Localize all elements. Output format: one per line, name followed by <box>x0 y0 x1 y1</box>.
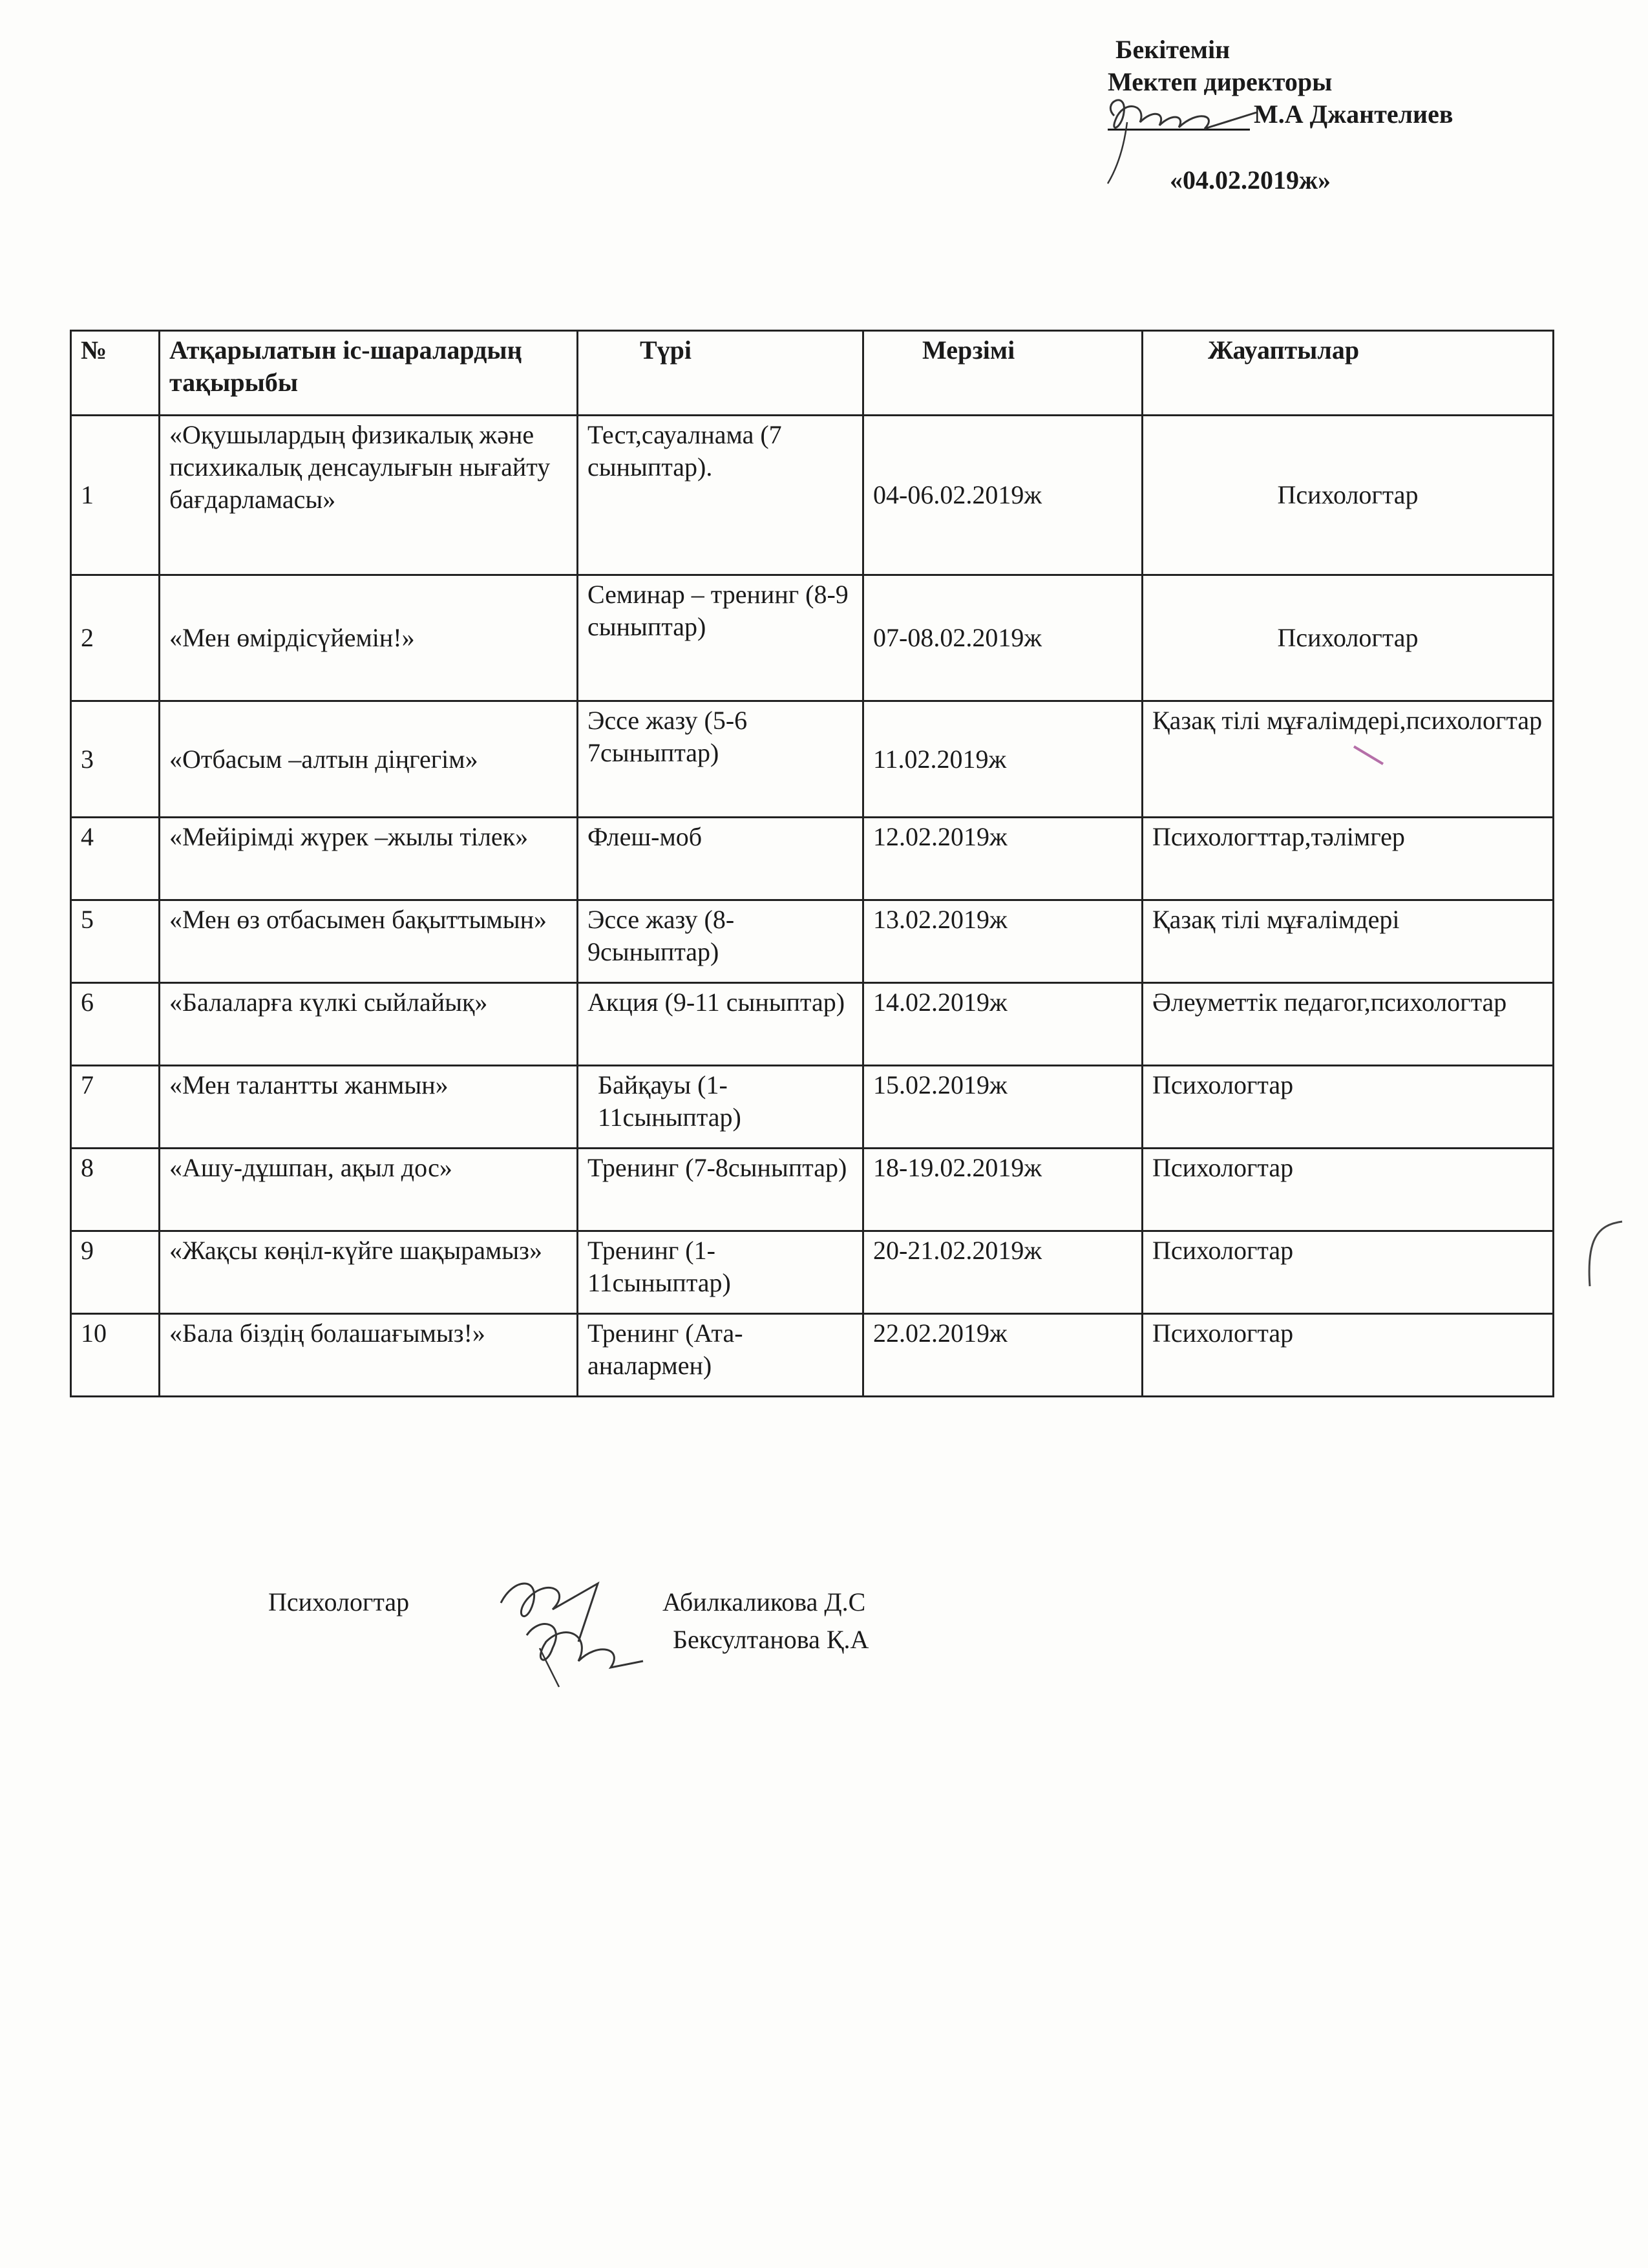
psychologists-signature-scribble <box>488 1564 662 1693</box>
row-topic: «Балаларға күлкі сыйлайық» <box>160 983 578 1066</box>
row-topic: «Оқушылардың физикалық және психикалық денсаулығын нығайту бағдарламасы» <box>160 416 578 575</box>
row-responsible: Психологтар <box>1143 1314 1554 1397</box>
events-table <box>70 330 1554 1397</box>
table-row <box>71 983 1554 1066</box>
director-name: М.А Джантелиев <box>1254 100 1453 129</box>
row-topic: «Бала біздің болашағымыз!» <box>160 1314 578 1397</box>
row-date: 11.02.2019ж <box>863 701 1143 818</box>
row-topic: «Жақсы көңіл-күйге шақырамыз» <box>160 1231 578 1314</box>
table-row <box>71 1231 1554 1314</box>
row-date: 15.02.2019ж <box>863 1066 1143 1149</box>
row-number: 1 <box>71 416 160 575</box>
row-topic: «Ашу-дұшпан, ақыл дос» <box>160 1149 578 1231</box>
table-row <box>71 1066 1554 1149</box>
row-responsible: Әлеуметтік педагог,психологтар <box>1143 983 1554 1066</box>
director-signature-scribble <box>1088 77 1282 187</box>
row-type: Акция (9-11 сыныптар) <box>578 983 863 1066</box>
row-number: 4 <box>71 818 160 900</box>
row-date: 12.02.2019ж <box>863 818 1143 900</box>
signatory-name-1: Абилкаликова Д.С <box>662 1587 866 1616</box>
row-number: 10 <box>71 1314 160 1397</box>
row-date: 20-21.02.2019ж <box>863 1231 1143 1314</box>
row-type: Флеш-моб <box>578 818 863 900</box>
signatory-name-2: Бексултанова Қ.А <box>673 1625 869 1654</box>
stray-ink-mark <box>1577 1215 1629 1293</box>
row-responsible: Психологттар,тәлімгер <box>1143 818 1554 900</box>
row-number: 8 <box>71 1149 160 1231</box>
table-header-row <box>71 331 1554 416</box>
row-date: 07-08.02.2019ж <box>863 575 1143 701</box>
table-row <box>71 818 1554 900</box>
table-row <box>71 701 1554 818</box>
row-responsible: Қазақ тілі мұғалімдері <box>1143 900 1554 983</box>
header-type: Түрі <box>578 331 863 416</box>
row-number: 2 <box>71 575 160 701</box>
row-date: 14.02.2019ж <box>863 983 1143 1066</box>
row-type: Тренинг (1-11сыныптар) <box>578 1231 863 1314</box>
row-number: 3 <box>71 701 160 818</box>
row-type: Эссе жазу (8-9сыныптар) <box>578 900 863 983</box>
row-type: Тест,сауалнама (7 сыныптар). <box>578 416 863 575</box>
signatory-names <box>662 1584 869 1659</box>
director-signature <box>1108 103 1250 131</box>
row-topic: «Мен талантты жанмын» <box>160 1066 578 1149</box>
row-number: 9 <box>71 1231 160 1314</box>
row-topic: «Мен өз отбасымен бақыттымын» <box>160 900 578 983</box>
row-responsible: Психологтар <box>1143 575 1554 701</box>
row-number: 7 <box>71 1066 160 1149</box>
row-date: 18-19.02.2019ж <box>863 1149 1143 1231</box>
row-type: Тренинг (Ата-аналармен) <box>578 1314 863 1397</box>
approval-date: «04.02.2019ж» <box>1170 165 1331 195</box>
row-responsible: Психологтар <box>1143 1066 1554 1149</box>
table-row <box>71 575 1554 701</box>
stray-ink-mark <box>1351 743 1389 769</box>
row-topic: «Отбасым –алтын діңгегім» <box>160 701 578 818</box>
row-responsible: Қазақ тілі мұғалімдері,психологтар <box>1143 701 1554 818</box>
row-type: Байқауы (1-11сыныптар) <box>578 1066 863 1149</box>
approval-signature-line <box>1108 98 1560 131</box>
row-topic: «Мейірімді жүрек –жылы тілек» <box>160 818 578 900</box>
row-date: 13.02.2019ж <box>863 900 1143 983</box>
signatory-role: Психологтар <box>268 1587 410 1616</box>
header-responsible: Жауаптылар <box>1143 331 1554 416</box>
row-number: 5 <box>71 900 160 983</box>
table-row <box>71 416 1554 575</box>
row-date: 04-06.02.2019ж <box>863 416 1143 575</box>
header-date: Мерзімі <box>863 331 1143 416</box>
row-topic: «Мен өмірдісүйемін!» <box>160 575 578 701</box>
approval-block <box>1108 34 1560 196</box>
approval-title: Бекітемін <box>1115 35 1231 64</box>
header-number: № <box>71 331 160 416</box>
row-type: Эссе жазу (5-6 7сыныптар) <box>578 701 863 818</box>
header-topic: Атқарылатын іс-шаралардың тақырыбы <box>160 331 578 416</box>
table-row <box>71 1314 1554 1397</box>
row-date: 22.02.2019ж <box>863 1314 1143 1397</box>
row-responsible: Психологтар <box>1143 1231 1554 1314</box>
signatures-block <box>268 1584 1044 1713</box>
row-type: Семинар – тренинг (8-9 сыныптар) <box>578 575 863 701</box>
table-row <box>71 900 1554 983</box>
approval-position: Мектеп директоры <box>1108 67 1333 96</box>
row-responsible: Психологтар <box>1143 1149 1554 1231</box>
row-responsible: Психологтар <box>1143 416 1554 575</box>
table-row <box>71 1149 1554 1231</box>
row-number: 6 <box>71 983 160 1066</box>
row-type: Тренинг (7-8сыныптар) <box>578 1149 863 1231</box>
